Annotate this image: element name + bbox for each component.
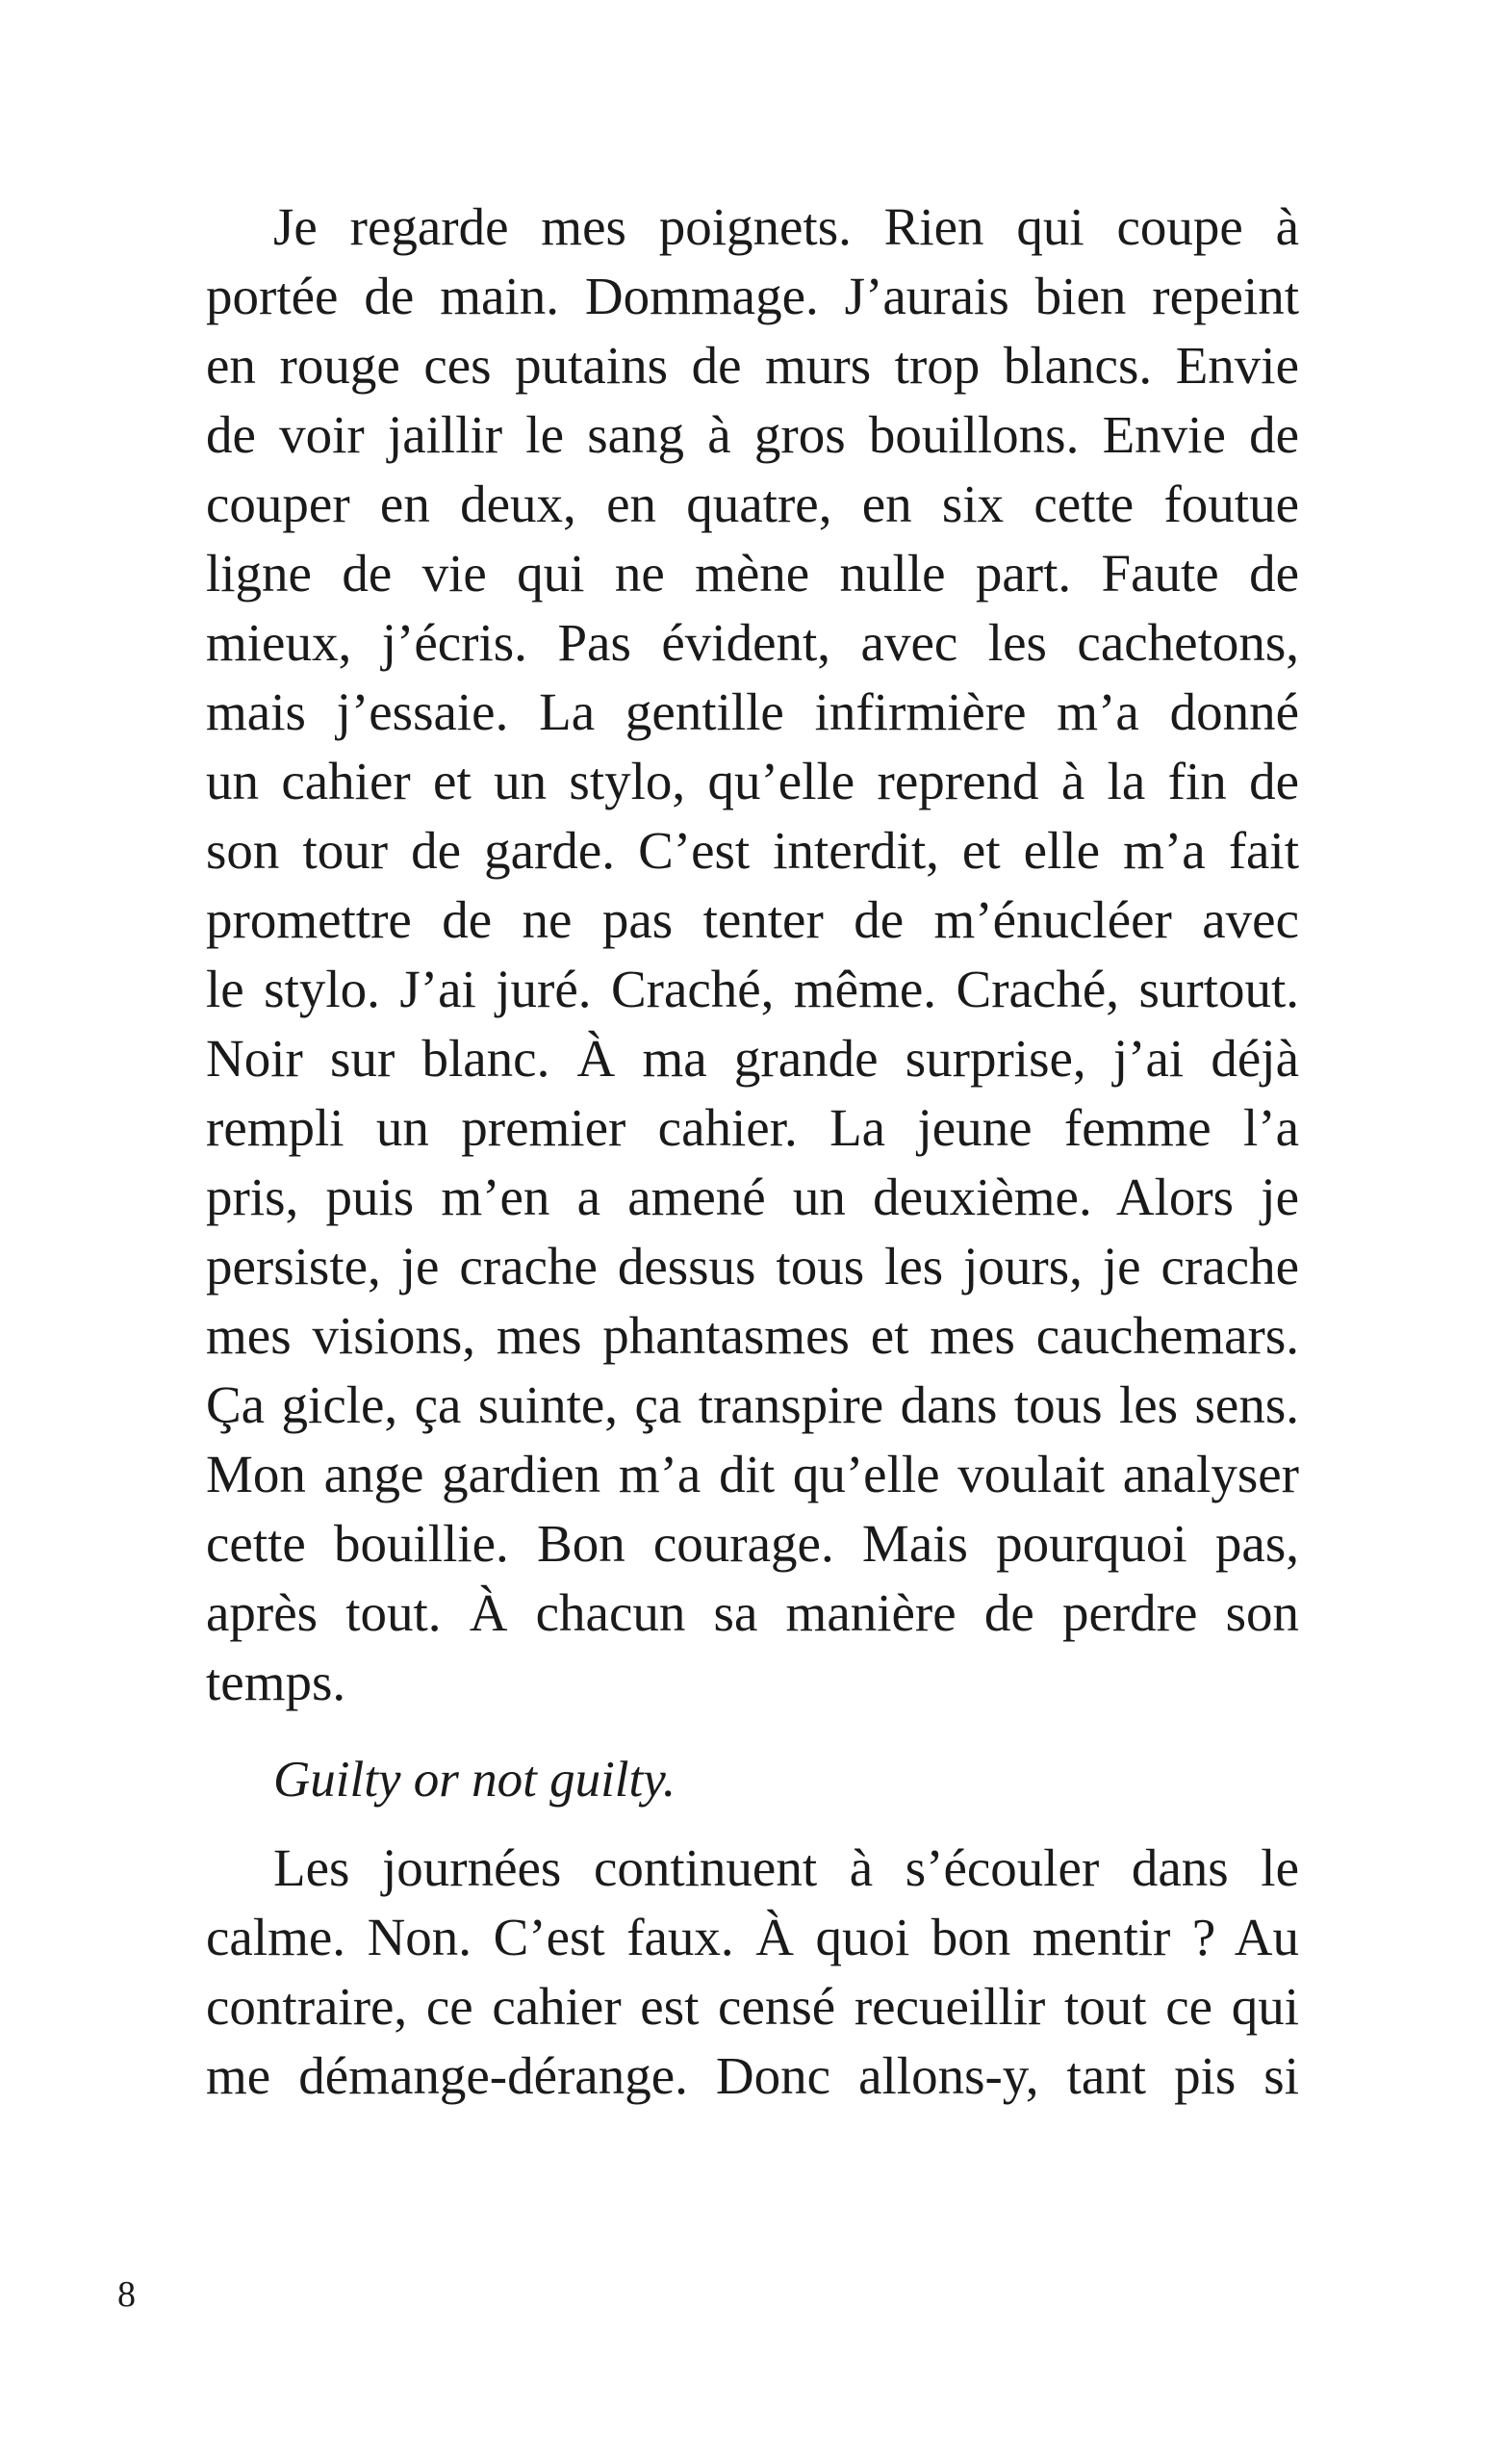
paragraph-line: un cahier et un stylo, qu’elle reprend à la fin de [206,752,1299,810]
paragraph-line: Je regarde mes poignets. Rien qui coupe à [273,197,1299,256]
paragraph-line: Noir sur blanc. À ma grande surprise, j’ai déjà [206,1029,1299,1088]
paragraph-line: de voir jaillir le sang à gros bouillons. Envie de [206,405,1299,464]
page-number: 8 [117,2274,136,2315]
paragraph-line: contraire, ce cahier est censé recueillir tout ce qui [206,1977,1299,2036]
paragraph-2 [206,1834,1299,2111]
paragraph-line: portée de main. Dommage. J’aurais bien repeint [206,267,1299,325]
paragraph-line: après tout. À chacun sa manière de perdre son [206,1583,1299,1642]
paragraph-line: cette bouillie. Bon courage. Mais pourquoi pas, [206,1514,1299,1573]
paragraph-line: Mon ange gardien m’a dit qu’elle voulait analyser [206,1445,1299,1503]
paragraph-line: mieux, j’écris. Pas évident, avec les cachetons, [206,613,1299,672]
paragraph-line: rempli un premier cahier. La jeune femme l’a [206,1098,1299,1157]
paragraph-line: temps. [206,1653,346,1711]
paragraph-line: son tour de garde. C’est interdit, et elle m’a fait [206,821,1299,880]
paragraph-line: mais j’essaie. La gentille infirmière m’a donné [206,682,1299,741]
paragraph-line: calme. Non. C’est faux. À quoi bon mentir ? Au [206,1908,1299,1966]
paragraph-line: promettre de ne pas tenter de m’énucléer avec [206,890,1299,949]
epigraph: Guilty or not guilty. [273,1752,676,1808]
paragraph-line: pris, puis m’en a amené un deuxième. Alors je [206,1168,1299,1226]
paragraph-line: en rouge ces putains de murs trop blancs. Envie [206,336,1299,395]
paragraph-line: Les journées continuent à s’écouler dans le [273,1838,1299,1897]
paragraph-line: me démange-dérange. Donc allons-y, tant pis si [206,2046,1299,2105]
paragraph-line: le stylo. J’ai juré. Craché, même. Craché, surtout. [206,960,1299,1018]
paragraph-line: mes visions, mes phantasmes et mes cauchemars. [206,1306,1299,1365]
paragraph-line: persiste, je crache dessus tous les jours, je crache [206,1237,1299,1296]
paragraph-line: Ça gicle, ça suinte, ça transpire dans tous les sens. [206,1375,1299,1434]
paragraph-line: ligne de vie qui ne mène nulle part. Faute de [206,544,1299,603]
paragraph-1 [206,192,1299,1717]
paragraph-line: couper en deux, en quatre, en six cette foutue [206,475,1299,533]
